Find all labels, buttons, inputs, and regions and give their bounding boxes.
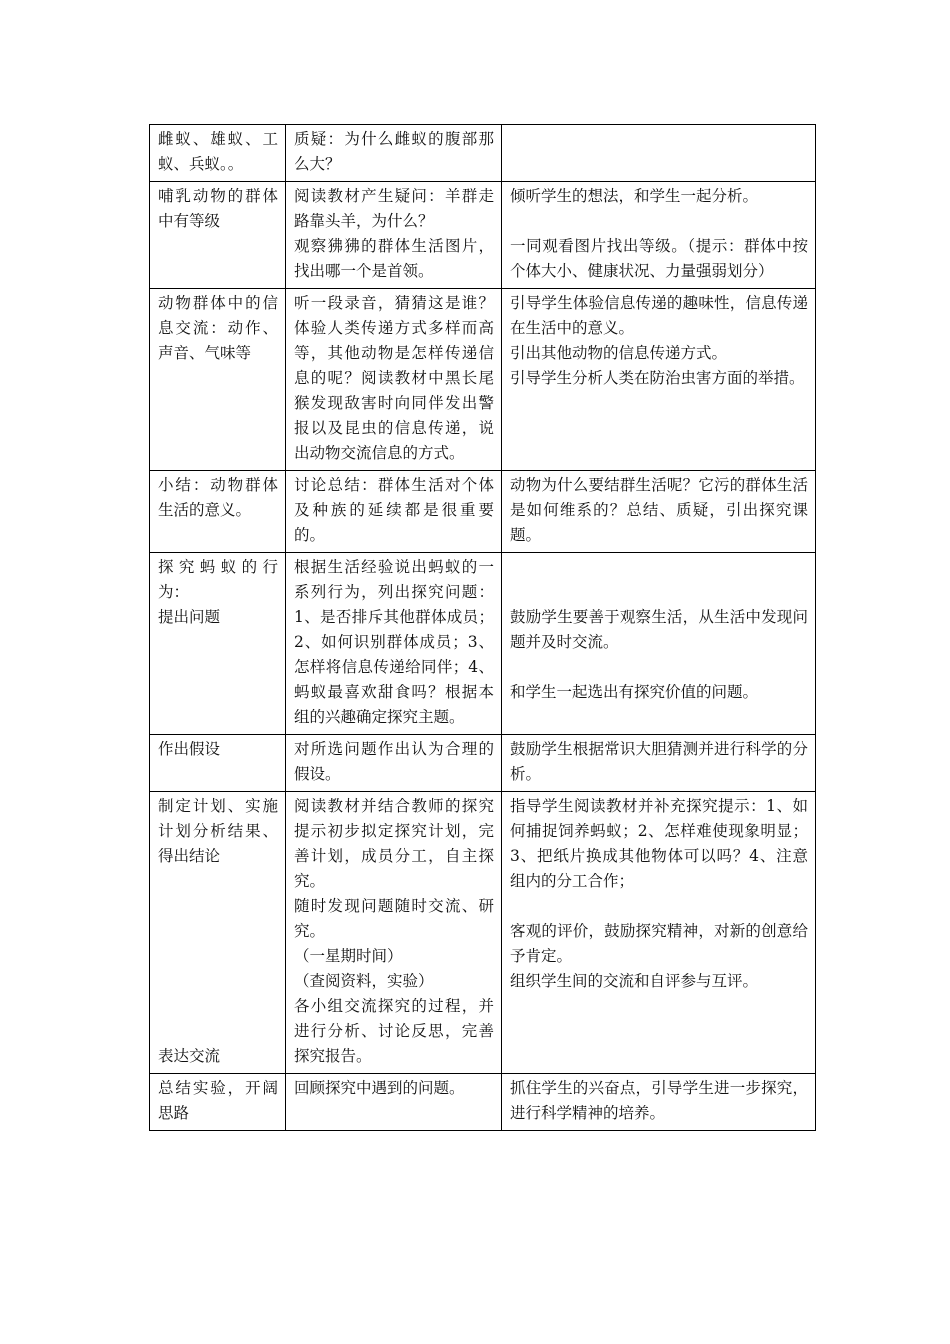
student-activity-cell [286,182,502,289]
cell-paragraph: 总结实验，开阔思路 [158,1079,278,1122]
cell-paragraph [158,919,278,944]
cell-paragraph: 作出假设 [158,740,221,758]
cell-paragraph: 鼓励学生要善于观察生活，从生活中发现问题并及时交流。 [510,608,808,651]
student-activity-cell [286,553,502,735]
topic-cell [150,735,286,792]
teacher-activity-cell [502,735,816,792]
cell-paragraph: 引出其他动物的信息传递方式。 [510,344,728,362]
cell-paragraph: 根据生活经验说出蚂蚁的一系列行为，列出探究问题：1、是否排斥其他群体成员；2、如何识别群体成员；3、怎样将信息传递给同伴；4、蚂蚁最喜欢甜食吗？根据本组的兴趣确定探究主题。 [294,558,494,726]
cell-paragraph [158,944,278,969]
cell-paragraph: 探究蚂蚁的行为： [158,558,278,601]
cell-paragraph: 回顾探究中遇到的问题。 [294,1079,465,1097]
teacher-activity-cell [502,792,816,1074]
cell-paragraph: 组织学生间的交流和自评参与互评。 [510,972,759,990]
table-row [150,289,816,471]
cell-paragraph: 观察狒狒的群体生活图片，找出哪一个是首领。 [294,237,494,280]
topic-cell [150,553,286,735]
cell-paragraph: 动物群体中的信息交流：动作、声音、气味等 [158,294,278,362]
cell-paragraph: 表达交流 [158,1047,221,1065]
lesson-plan-table [149,124,816,1131]
cell-paragraph: 指导学生阅读教材并补充探究提示：1、如何捕捉饲养蚂蚁；2、怎样难使现象明显；3、把纸片换成其他物体可以吗？4、注意组内的分工合作； [510,797,808,890]
cell-paragraph: 小结：动物群体生活的意义。 [158,476,278,519]
teacher-activity-cell [502,553,816,735]
topic-cell [150,289,286,471]
student-activity-cell [286,735,502,792]
topic-cell [150,471,286,553]
topic-cell [150,182,286,289]
student-activity-cell [286,289,502,471]
cell-paragraph [158,869,278,894]
cell-paragraph: 倾听学生的想法，和学生一起分析。 [510,187,759,205]
cell-paragraph: 听一段录音，猜猜这是谁？体验人类传递方式多样而高等，其他动物是怎样传递信息的呢？阅读教材中黑长尾猴发现敌害时向同伴发出警报以及昆虫的信息传递，说出动物交流信息的方式。 [294,294,494,462]
topic-cell [150,792,286,1074]
teacher-activity-cell [502,471,816,553]
student-activity-cell [286,1074,502,1131]
cell-paragraph: 鼓励学生根据常识大胆猜测并进行科学的分析。 [510,740,808,783]
teacher-activity-cell [502,1074,816,1131]
cell-paragraph: 阅读教材产生疑问：羊群走路靠头羊，为什么？ [294,187,494,230]
cell-paragraph: （查阅资料，实验） [294,972,434,990]
cell-paragraph [510,209,808,234]
cell-paragraph: 随时发现问题随时交流、研究。 [294,897,494,940]
teacher-activity-cell [502,182,816,289]
cell-paragraph: 引导学生体验信息传递的趣味性，信息传递在生活中的意义。 [510,294,808,337]
cell-paragraph [510,127,808,152]
table-body [150,125,816,1131]
cell-paragraph: 制定计划、实施计划分析结果、得出结论 [158,797,278,865]
table-row [150,735,816,792]
cell-paragraph [158,969,278,994]
cell-paragraph: 哺乳动物的群体中有等级 [158,187,278,230]
cell-paragraph [158,994,278,1019]
table-row [150,125,816,182]
cell-paragraph: 雌蚁、雄蚁、工蚁、兵蚁。。 [158,130,278,173]
student-activity-cell [286,792,502,1074]
teacher-activity-cell [502,289,816,471]
cell-paragraph: 阅读教材并结合教师的探究提示初步拟定探究计划，完善计划，成员分工，自主探究。 [294,797,494,890]
topic-cell [150,125,286,182]
cell-paragraph: 抓住学生的兴奋点，引导学生进一步探究，进行科学精神的培养。 [510,1079,808,1122]
table-row [150,553,816,735]
teacher-activity-cell [502,125,816,182]
cell-paragraph: （一星期时间） [294,947,403,965]
table-row [150,792,816,1074]
cell-paragraph: 质疑：为什么雌蚁的腹部那么大？ [294,130,494,173]
cell-paragraph [510,655,808,680]
cell-paragraph: 引导学生分析人类在防治虫害方面的举措。 [510,369,805,387]
student-activity-cell [286,471,502,553]
cell-paragraph: 对所选问题作出认为合理的假设。 [294,740,494,783]
table-row [150,1074,816,1131]
cell-paragraph: 一同观看图片找出等级。（提示：群体中按个体大小、健康状况、力量强弱划分） [510,237,808,280]
cell-paragraph [158,894,278,919]
cell-paragraph: 客观的评价，鼓励探究精神，对新的创意给予肯定。 [510,922,808,965]
cell-paragraph: 提出问题 [158,608,221,626]
cell-paragraph: 讨论总结：群体生活对个体及种族的延续都是很重要的。 [294,476,494,544]
cell-paragraph [158,1019,278,1044]
student-activity-cell [286,125,502,182]
cell-paragraph [510,580,808,605]
table-row [150,182,816,289]
topic-cell [150,1074,286,1131]
cell-paragraph: 动物为什么要结群生活呢？它污的群体生活是如何维系的？总结、质疑，引出探究课题。 [510,476,808,544]
cell-paragraph: 和学生一起选出有探究价值的问题。 [510,683,759,701]
cell-paragraph: 各小组交流探究的过程，并进行分析、讨论反思，完善探究报告。 [294,997,494,1065]
cell-paragraph [510,894,808,919]
cell-paragraph [510,555,808,580]
table-row [150,471,816,553]
